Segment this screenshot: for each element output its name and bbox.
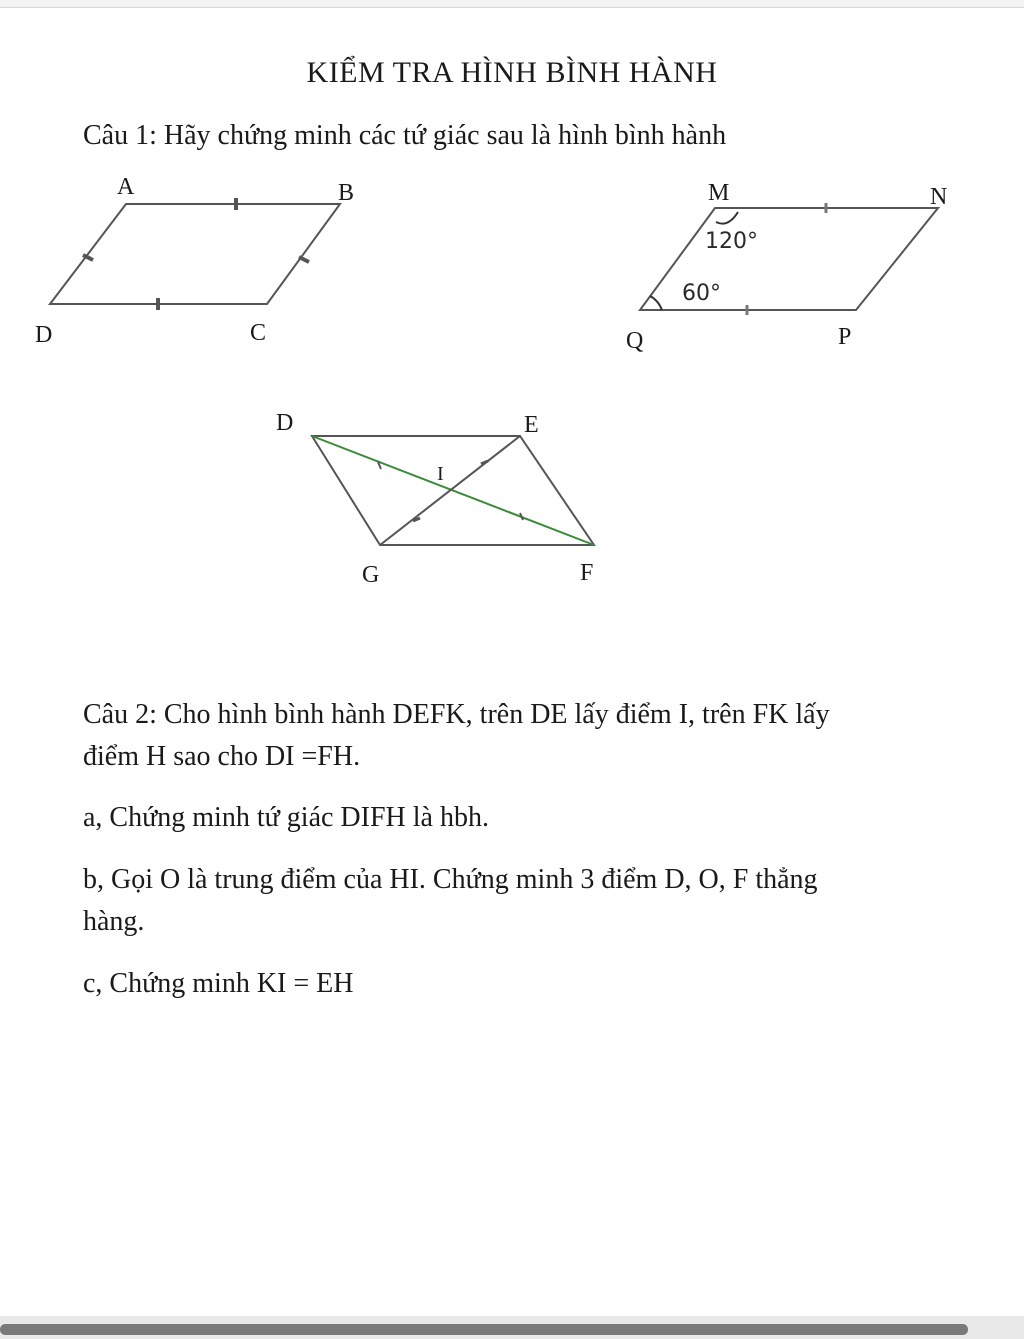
angle-label-q: 60°	[682, 281, 721, 306]
label-c: C	[250, 320, 267, 346]
label-d3: D	[276, 410, 294, 436]
angle-arc-m	[716, 212, 738, 224]
label-p: P	[838, 324, 852, 350]
label-f3: F	[580, 560, 594, 586]
label-b: B	[338, 180, 355, 206]
tick-ie	[481, 461, 488, 464]
question-2-part-a: a, Chứng minh tứ giác DIFH là hbh.	[83, 802, 489, 833]
label-m: M	[708, 180, 730, 206]
question-2-line-1: Câu 2: Cho hình bình hành DEFK, trên DE lấy điểm I, trên FK lấy	[83, 699, 830, 730]
angle-label-m: 120°	[705, 229, 758, 254]
figure-mnpq	[626, 180, 947, 354]
figure-abcd	[35, 174, 354, 348]
question-2-part-c: c, Chứng minh KI = EH	[83, 968, 354, 999]
tick-if	[520, 513, 523, 520]
diagonal-df	[312, 436, 594, 545]
figures-canvas	[0, 0, 1024, 640]
label-n: N	[930, 184, 948, 210]
parallelogram-abcd	[50, 204, 340, 304]
question-2-part-b-line-1: b, Gọi O là trung điểm của HI. Chứng minh 3 điểm D, O, F thẳng	[83, 864, 818, 895]
label-i3: I	[437, 463, 444, 485]
question-1: Câu 1: Hãy chứng minh các tứ giác sau là hình bình hành	[83, 120, 727, 151]
label-a: A	[117, 174, 135, 200]
diagonal-eg	[380, 436, 520, 545]
label-d: D	[35, 322, 53, 348]
horizontal-scrollbar-thumb[interactable]	[0, 1324, 968, 1335]
angle-arc-q	[650, 296, 662, 310]
label-g3: G	[362, 562, 380, 588]
page-title: KIỂM TRA HÌNH BÌNH HÀNH	[306, 56, 718, 89]
label-e3: E	[524, 412, 539, 438]
question-2-part-b-line-2: hàng.	[83, 906, 145, 937]
question-2	[83, 694, 973, 778]
tick-bc	[299, 257, 309, 262]
label-q: Q	[626, 328, 644, 354]
figure-defg	[276, 410, 594, 588]
question-2-line-2: điểm H sao cho DI =FH.	[83, 741, 361, 772]
